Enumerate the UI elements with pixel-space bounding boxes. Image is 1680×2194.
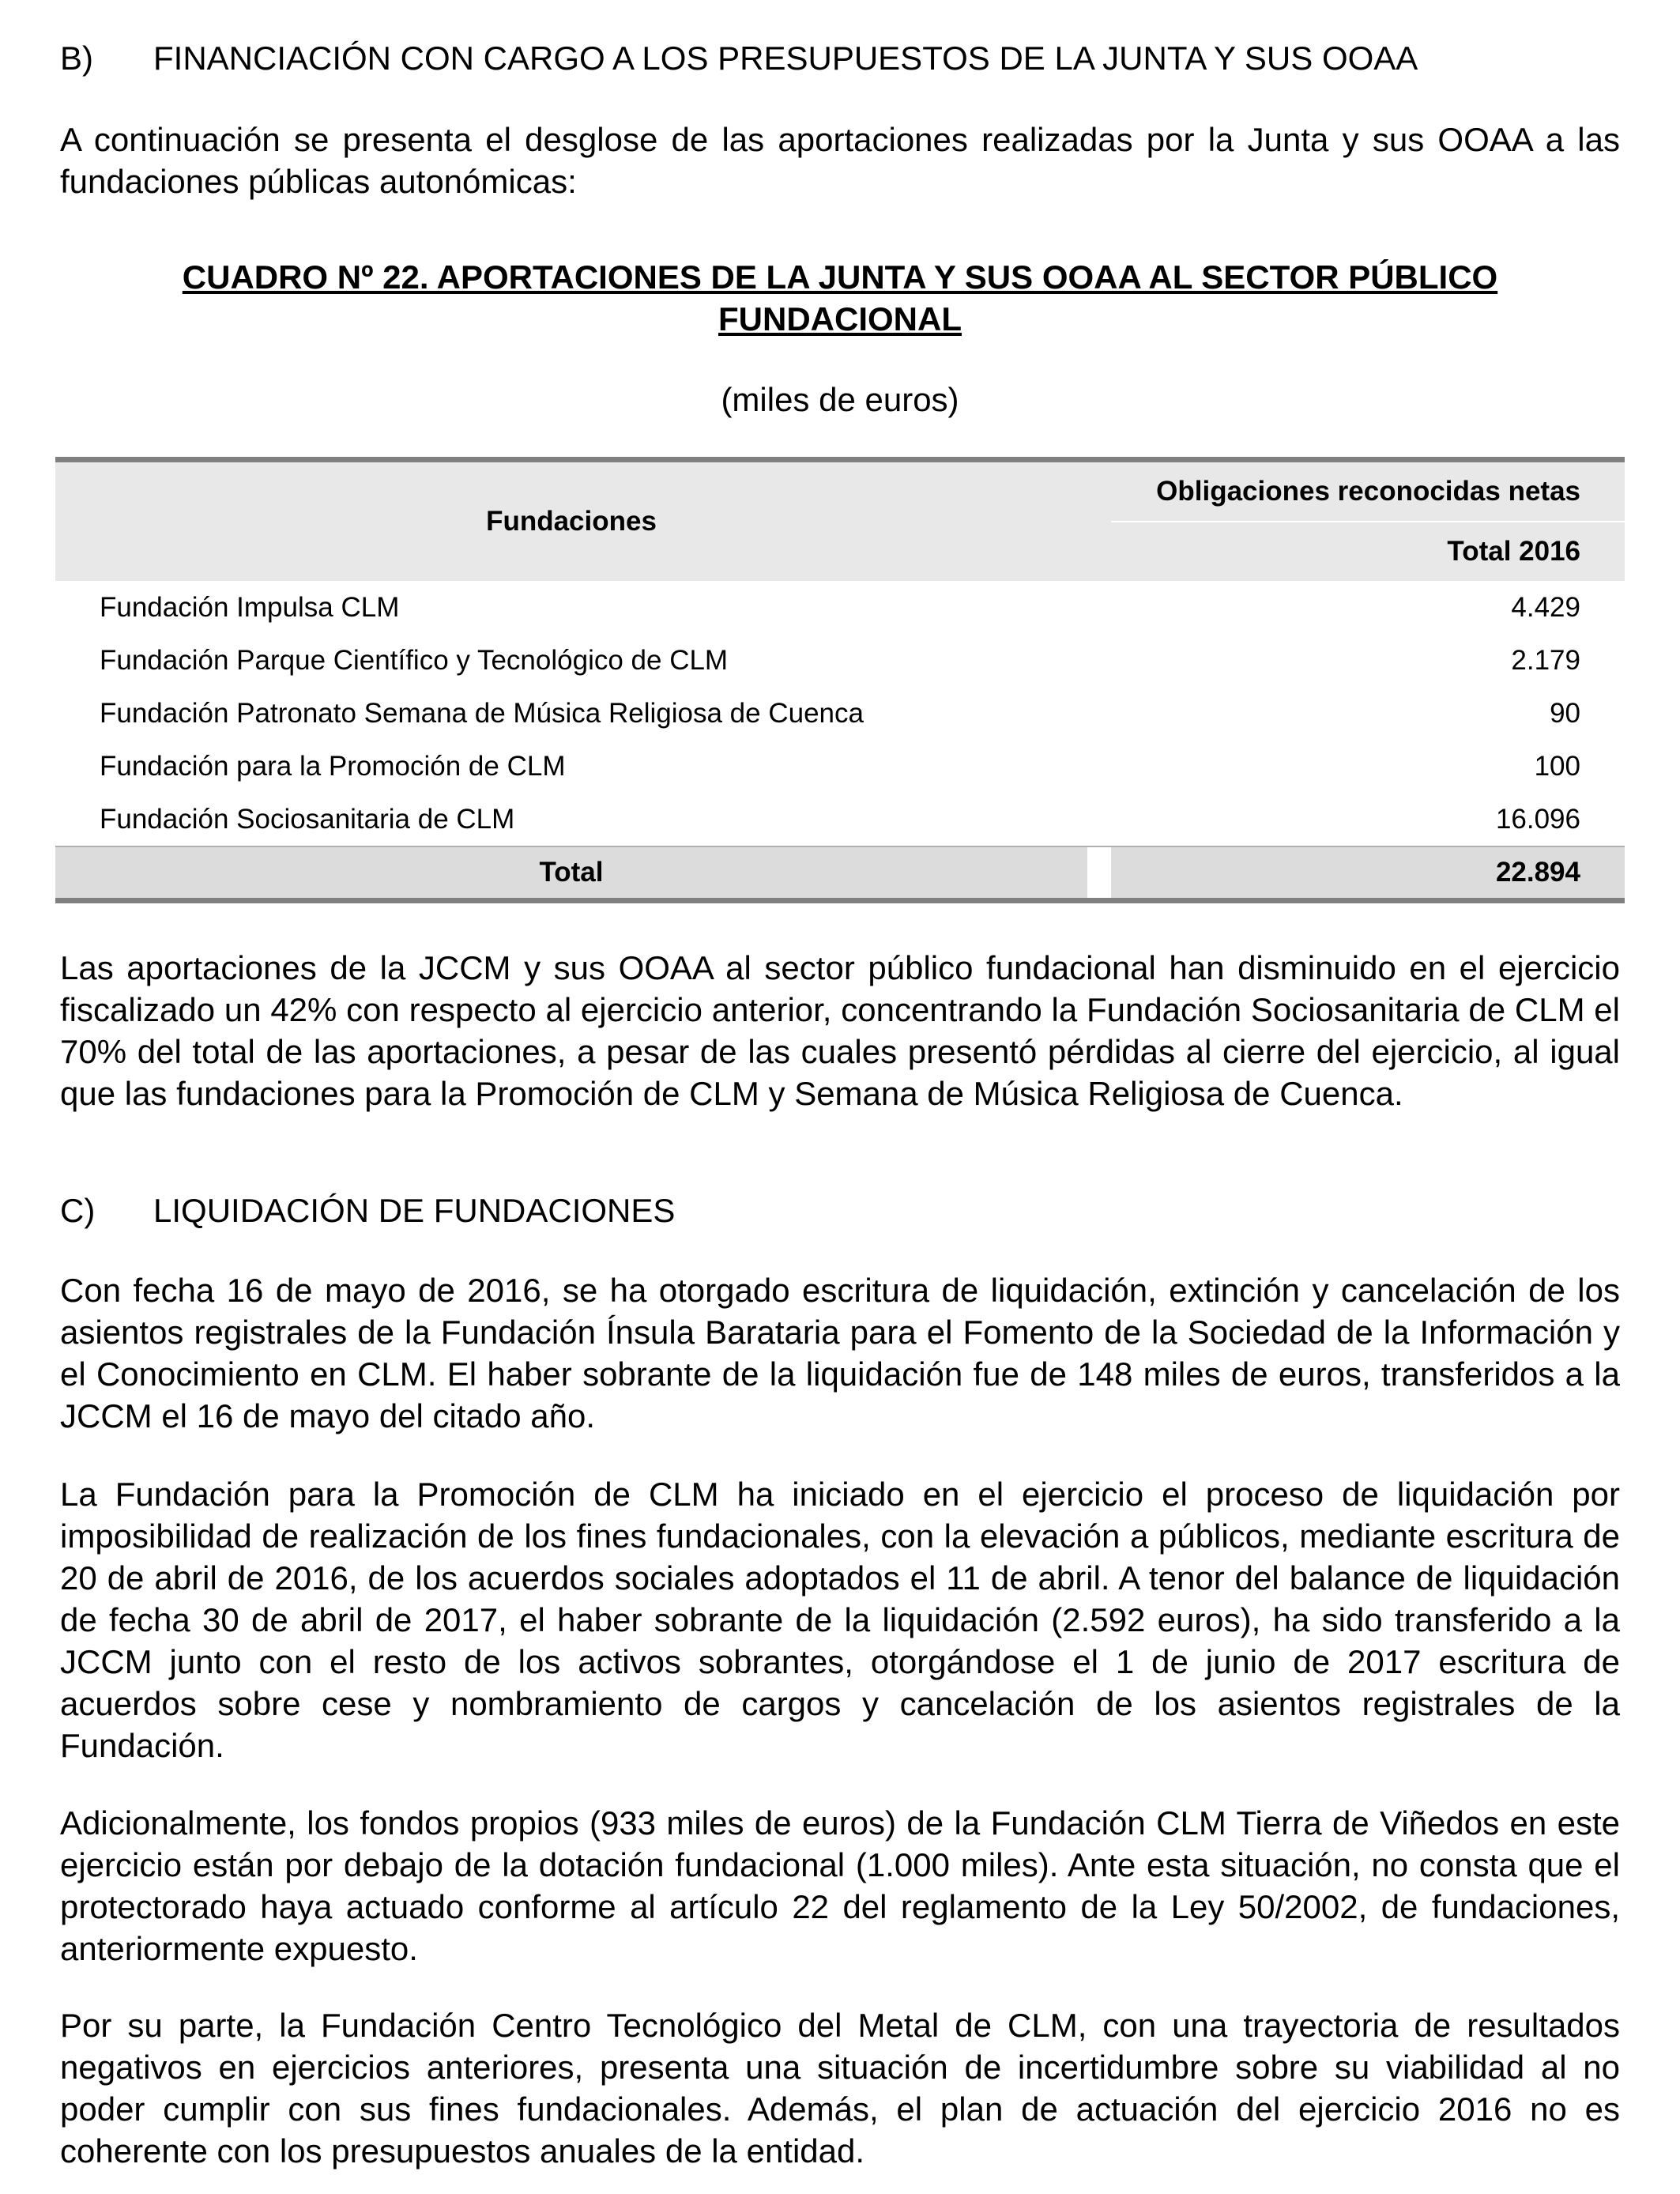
table-title-line2: FUNDACIONAL [718,300,962,337]
contributions-table [55,457,1625,903]
section-c-paragraph: Por su parte, la Fundación Centro Tecnológico del Metal de CLM, con una trayectoria de resultados negativos en ejercicios anteriores, presenta una situación de incertidumbre sobre su viabilidad al no poder cumplir con sus fines fundacionales. Además, el plan de actuación del ejercicio 2016 no es coherente con los presupuestos anuales de la entidad. [60,2007,1620,2169]
table-header-row [55,460,1625,522]
table-row [55,634,1625,687]
section-b-letter: B) [60,40,93,77]
section-b-heading [60,38,1418,79]
section-c-letter: C) [60,1192,96,1229]
section-c-paragraph: Con fecha 16 de mayo de 2016, se ha otorgado escritura de liquidación, extinción y cancelación de los asientos registrales de la Fundación Ínsula Barataria para el Fomento de la Sociedad de la Información y el Conocimiento en CLM. El haber sobrante de la liquidación fue de 148 miles de euros, transferidos a la JCCM el 16 de mayo del citado año. [60,1272,1620,1434]
table-row [55,793,1625,846]
row-name: Fundación para la Promoción de CLM [100,750,566,782]
row-name: Fundación Impulsa CLM [100,591,400,623]
table-title [60,256,1620,340]
section-c-paragraph: Adicionalmente, los fondos propios (933 miles de euros) de la Fundación CLM Tierra de Viñedos en este ejercicio están por debajo de la dotación fundacional (1.000 miles). Ante esta situación, no consta que el protectorado haya actuado conforme al artículo 22 del reglamento de la Ley 50/2002, de fundaciones, anteriormente expuesto. [60,1804,1620,1967]
section-c-title: LIQUIDACIÓN DE FUNDACIONES [153,1192,676,1229]
header-obligaciones: Obligaciones reconocidas netas [1111,460,1625,522]
section-b-intro: A continuación se presenta el desglose de las aportaciones realizadas por la Junta y sus OOAA a las fundaciones públicas autonómicas: [60,121,1620,200]
total-value: 22.894 [1111,846,1625,901]
section-c-heading [60,1190,675,1231]
row-value: 4.429 [1511,591,1580,623]
table-total-row [55,846,1625,901]
table-row [55,740,1625,793]
total-label: Total [55,846,1087,901]
row-name: Fundación Parque Científico y Tecnológico de CLM [100,644,729,676]
section-b-title: FINANCIACIÓN CON CARGO A LOS PRESUPUESTOS DE LA JUNTA Y SUS OOAA [153,40,1418,77]
table-title-line1: CUADRO Nº 22. APORTACIONES DE LA JUNTA Y SUS OOAA AL SECTOR PÚBLICO [182,258,1498,296]
section-c-paragraph: La Fundación para la Promoción de CLM ha iniciado en el ejercicio el proceso de liquidación por imposibilidad de realización de los fines fundacionales, con la elevación a públicos, mediante escritura de 20 de abril de 2016, de los acuerdos sociales adoptados el 11 de abril. A tenor del balance de liquidación de fecha 30 de abril de 2017, el haber sobrante de la liquidación (2.592 euros), ha sido transferido a la JCCM junto con el resto de los activos sobrantes, otorgándose el 1 de junio de 2017 escritura de acuerdos sobre cese y nombramiento de cargos y cancelación de los asientos registrales de la Fundación. [60,1476,1620,1764]
row-value: 2.179 [1511,644,1580,676]
row-value: 90 [1550,697,1580,729]
row-name: Fundación Sociosanitaria de CLM [100,803,515,835]
row-value: 100 [1534,750,1580,782]
header-fundaciones: Fundaciones [55,460,1087,582]
header-total-2016: Total 2016 [1111,522,1625,581]
table-units: (miles de euros) [721,381,959,418]
row-value: 16.096 [1495,803,1580,835]
table-row [55,581,1625,634]
row-name: Fundación Patronato Semana de Música Religiosa de Cuenca [100,697,864,729]
table-row [55,687,1625,740]
paragraph-after-table: Las aportaciones de la JCCM y sus OOAA al sector público fundacional han disminuido en el ejercicio fiscalizado un 42% con respecto al ejercicio anterior, concentrando la Fundación Sociosanitaria de CLM el 70% del total de las aportaciones, a pesar de las cuales presentó pérdidas al cierre del ejercicio, al igual que las fundaciones para la Promoción de CLM y Semana de Música Religiosa de Cuenca. [60,949,1620,1112]
